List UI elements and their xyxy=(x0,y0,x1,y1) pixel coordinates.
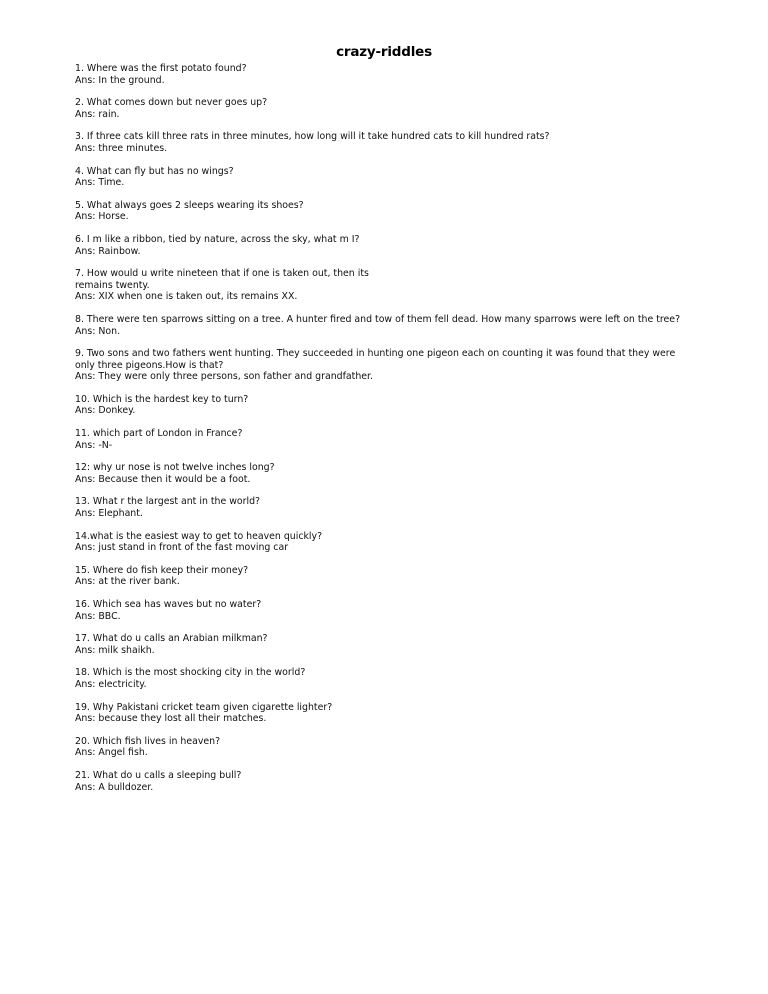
riddle-question: 20. Which fish lives in heaven? xyxy=(75,735,221,747)
riddle-question: 16. Which sea has waves but no water? xyxy=(75,599,262,610)
riddle-item xyxy=(75,599,705,622)
riddle-answer: Ans: They were only three persons, son father and grandfather. xyxy=(75,371,374,383)
riddle-item xyxy=(75,531,705,554)
riddle-question: 7. How would u write nineteen that if one is taken out, then its remains twenty. xyxy=(75,268,369,291)
riddle-answer: Ans: electricity. xyxy=(75,678,147,690)
riddle-question: 19. Why Pakistani cricket team given cigarette lighter? xyxy=(75,701,333,713)
riddle-item xyxy=(75,667,705,690)
riddle-answer: Ans: milk shaikh. xyxy=(75,644,155,656)
riddle-item xyxy=(75,736,705,759)
riddle-item xyxy=(75,131,705,154)
riddle-item xyxy=(75,462,705,485)
riddle-question: 14.what is the easiest way to get to heaven quickly? xyxy=(75,530,323,542)
riddle-question: 15. Where do fish keep their money? xyxy=(75,564,249,576)
riddle-question: 6. I m like a ribbon, tied by nature, across the sky, what m I? xyxy=(75,233,360,245)
riddle-item xyxy=(75,496,705,519)
riddle-answer: Ans: A bulldozer. xyxy=(75,781,154,793)
riddle-question: 4. What can fly but has no wings? xyxy=(75,165,234,177)
riddle-answer: Ans: Donkey. xyxy=(75,405,136,417)
riddle-answer: Ans: Non. xyxy=(75,325,121,337)
riddle-question: 3. If three cats kill three rats in three minutes, how long will it take hundred cats to kill hundred rats? xyxy=(75,131,550,143)
riddle-question: 17. What do u calls an Arabian milkman? xyxy=(75,633,268,645)
riddle-question: 10. Which is the hardest key to turn? xyxy=(75,393,249,405)
riddle-item xyxy=(75,565,705,588)
riddle-question: 21. What do u calls a sleeping bull? xyxy=(75,769,242,781)
riddle-question: 12: why ur nose is not twelve inches long? xyxy=(75,462,275,474)
riddle-answer: Ans: three minutes. xyxy=(75,142,168,154)
riddle-answer: Ans: -N- xyxy=(75,439,113,451)
riddle-answer: Ans: Elephant. xyxy=(75,508,143,520)
riddle-item xyxy=(75,702,705,725)
riddle-item xyxy=(75,97,705,120)
page-title: crazy-riddles xyxy=(336,44,432,60)
riddle-answer: Ans: rain. xyxy=(75,108,120,120)
riddle-answer: Ans: just stand in front of the fast moving car xyxy=(75,542,289,554)
riddle-question: 13. What r the largest ant in the world? xyxy=(75,496,261,508)
riddle-answer: Ans: Angel fish. xyxy=(75,747,148,759)
riddle-answer: Ans: because they lost all their matches. xyxy=(75,713,267,725)
riddle-item xyxy=(75,234,705,257)
riddle-answer: Ans: at the river bank. xyxy=(75,576,180,588)
riddle-answer: Ans: Time. xyxy=(75,177,125,189)
riddle-question: 9. Two sons and two fathers went hunting. They succeeded in hunting one pigeon each on counting it was found that they were only three pigeons.How is that? xyxy=(75,348,676,371)
riddle-item xyxy=(75,348,705,383)
riddle-item xyxy=(75,314,705,337)
riddle-answer: Ans: XIX when one is taken out, its remains XX. xyxy=(75,291,298,303)
riddle-question: 8. There were ten sparrows sitting on a tree. A hunter fired and tow of them fell dead. How many sparrows were left on the tree? xyxy=(75,313,681,325)
riddle-answer: Ans: In the ground. xyxy=(75,74,165,86)
riddle-answer: Ans: Horse. xyxy=(75,211,129,223)
riddle-item xyxy=(75,394,705,417)
riddle-answer: Ans: Rainbow. xyxy=(75,245,141,257)
riddle-item xyxy=(75,63,705,86)
riddle-item xyxy=(75,428,705,451)
riddle-item xyxy=(75,166,705,189)
riddle-item xyxy=(75,200,705,223)
riddle-item xyxy=(75,770,705,793)
riddle-question: 5. What always goes 2 sleeps wearing its shoes? xyxy=(75,199,304,211)
riddle-item xyxy=(75,268,705,303)
riddle-list xyxy=(75,63,705,804)
riddle-question: 18. Which is the most shocking city in the world? xyxy=(75,667,306,679)
riddle-question: 1. Where was the first potato found? xyxy=(75,63,247,74)
riddle-question: 2. What comes down but never goes up? xyxy=(75,97,268,109)
riddle-answer: Ans: Because then it would be a foot. xyxy=(75,473,251,485)
riddle-answer: Ans: BBC. xyxy=(75,610,121,622)
riddle-question: 11. which part of London in France? xyxy=(75,428,243,440)
riddle-item xyxy=(75,633,705,656)
